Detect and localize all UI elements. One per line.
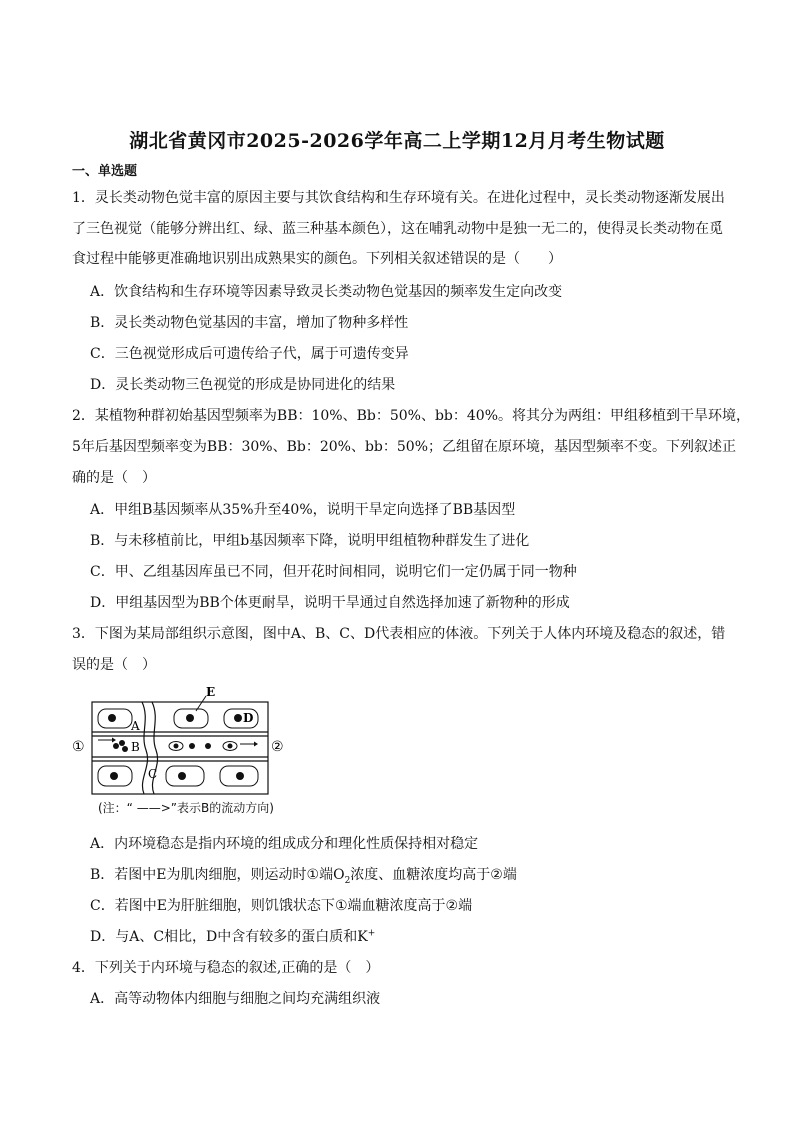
- q1-option-c: C．三色视觉形成后可遗传给子代，属于可遗传变异: [90, 346, 409, 362]
- q3-option-b: B．若图中E为肌肉细胞，则运动时①端$O_2$浓度、血糖浓度均高于②端: [90, 867, 517, 886]
- lymph-vessel-wall-left: [142, 702, 148, 794]
- q2-option-d: D．甲组基因型为BB个体更耐旱，说明干旱通过自然选择加速了新物种的形成: [90, 595, 570, 611]
- blood-cell: [189, 743, 195, 749]
- page-title: 湖北省黄冈市2025-2026学年高二上学期12月月考生物试题: [129, 130, 665, 152]
- q2-option-b: B．与未移植前比，甲组b基因频率下降，说明甲组植物种群发生了进化: [90, 533, 530, 549]
- label-b: B: [131, 740, 140, 754]
- blood-cell: [174, 744, 179, 749]
- cell-nucleus: [110, 772, 118, 780]
- q1-stem-line-3: 食过程中能够更准确地识别出成熟果实的颜色。下列相关叙述错误的是（ ）: [72, 251, 562, 267]
- q1-option-b: B．灵长类动物色觉基因的丰富，增加了物种多样性: [90, 315, 409, 331]
- label-d: D: [243, 711, 254, 725]
- cell-nucleus: [236, 772, 244, 780]
- label-e: E: [206, 685, 216, 699]
- tissue-diagram: [70, 684, 290, 816]
- q2-option-c: C．甲、乙组基因库虽已不同，但开花时间相同，说明它们一定仍属于同一物种: [90, 564, 577, 580]
- cell-nucleus: [234, 714, 242, 722]
- q2-option-a: A．甲组B基因频率从35%升至40%，说明干旱定向选择了BB基因型: [90, 502, 516, 518]
- blood-cell: [228, 744, 233, 749]
- label-end-1: ①: [72, 739, 85, 755]
- label-a: A: [131, 719, 140, 733]
- blood-cell: [119, 740, 125, 746]
- q4-option-a: A．高等动物体内细胞与细胞之间均充满组织液: [90, 991, 381, 1007]
- blood-cell: [122, 746, 128, 752]
- q2-stem-line-2: 5年后基因型频率变为BB：30%、Bb：20%、bb：50%；乙组留在原环境，基因型频率不变。下列叙述正: [72, 439, 737, 455]
- blood-cell: [205, 743, 211, 749]
- label-end-2: ②: [271, 739, 284, 755]
- q3-stem-line-1: 3．下图为某局部组织示意图，图中A、B、C、D代表相应的体液。下列关于人体内环境及稳态的叙述，错: [72, 626, 726, 642]
- cell-nucleus: [178, 772, 186, 780]
- q1-option-d: D．灵长类动物三色视觉的形成是协同进化的结果: [90, 377, 396, 393]
- blood-cell: [113, 743, 119, 749]
- section-heading: 一、单选题: [72, 164, 138, 179]
- tissue-frame: [92, 702, 268, 794]
- q1-stem-line-1: 1．灵长类动物色觉丰富的原因主要与其饮食结构和生存环境有关。在进化过程中，灵长类动物逐渐发展出: [72, 190, 725, 206]
- flow-arrow-right-head: [254, 742, 258, 747]
- q3-stem-line-2: 误的是（ ）: [72, 657, 156, 673]
- q3-option-c: C．若图中E为肝脏细胞，则饥饿状态下①端血糖浓度高于②端: [90, 898, 473, 914]
- flow-arrow-left-head: [112, 738, 116, 743]
- q1-stem-line-2: 了三色视觉（能够分辨出红、绿、蓝三种基本颜色），这在哺乳动物中是独一无二的，使得灵长类动物在觅: [72, 221, 723, 237]
- label-c: C: [148, 767, 158, 781]
- q1-option-a: A．饮食结构和生存环境等因素导致灵长类动物色觉基因的频率发生定向改变: [90, 284, 563, 300]
- q2-stem-line-1: 2．某植物种群初始基因型频率为BB：10%、Bb：50%、bb：40%。将其分为两组：甲组移植到干旱环境，: [72, 408, 751, 424]
- q3-option-a: A．内环境稳态是指内环境的组成成分和理化性质保持相对稳定: [90, 836, 479, 852]
- q4-stem: 4．下列关于内环境与稳态的叙述,正确的是（ ）: [72, 960, 380, 976]
- cell-nucleus: [108, 714, 116, 722]
- figure-note: (注：“ ——>”表示B的流动方向): [98, 801, 274, 815]
- cell-nucleus: [186, 714, 194, 722]
- q2-stem-line-3: 确的是（ ）: [72, 470, 156, 486]
- q3-option-d: D．与A、C相比，D中含有较多的蛋白质和K+: [90, 928, 376, 945]
